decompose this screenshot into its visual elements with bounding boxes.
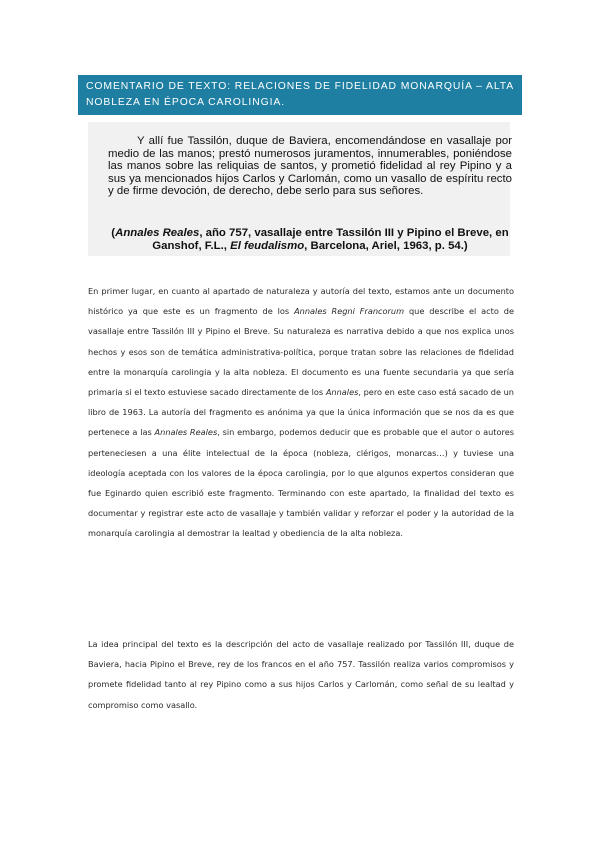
p1-italic-annales: Annales xyxy=(325,387,359,398)
cite-title-annales: Annales Reales xyxy=(115,227,200,239)
paragraph-naturaleza-autoria xyxy=(88,281,514,544)
paragraph-idea-principal: La idea principal del texto es la descripción del acto de vasallaje realizado por Tassilón III, duque de Baviera, hacia Pipino el Breve, rey de los francos en el año 757. Tassilón realiza varios compromisos y promete fidelidad tanto al rey Pipino como a sus hijos Carlos y Carlomán, como señal de su lealtad y compromiso como vasallo. xyxy=(88,639,514,710)
p1-italic-annales-reales: Annales Reales xyxy=(154,427,218,438)
cite-end: , Barcelona, Ariel, 1963, p. 54.) xyxy=(304,240,468,253)
p1-segment-1: En primer lugar, en cuanto al apartado de naturaleza y autoría del texto, estamos ante un documento histórico ya que este es un fragmento de los xyxy=(88,286,514,317)
quote-text: Y allí fue Tassilón, duque de Baviera, encomendándose en vasallaje por medio de las manos; prestó numerosos juramentos, innumerables, poniéndose las manos sobre las reliquias de santos, y prometió fidelidad al rey Pipino y a sus ya mencionados hijos Carlos y Carlomán, como un vasallo de espíritu recto y de firme devoción, de derecho, debe serlo para sus señores. xyxy=(108,135,512,198)
document-title-band xyxy=(78,75,522,115)
cite-open: ( xyxy=(111,227,116,239)
p1-segment-2: que describe el acto de vasallaje entre Tassilón III y Pipino el Breve. Su naturaleza es narrativa debido a que nos explica unos hechos y esos son de temática administrativa-política, porque tratan sobre las relaciones de fidelidad entre la monarquía carolingia y la alta nobleza. El documento es una fuente secundaria ya que sería primaria si el texto estuviese sacado directamente de los xyxy=(88,306,514,398)
p1-italic-annales-regni: Annales Regni Francorum xyxy=(294,306,405,317)
cite-middle: , año 757, vasallaje entre Tassilón III y Pipino el Breve, en Ganshof, F.L., xyxy=(152,227,509,253)
cite-title-feudalismo: El feudalismo xyxy=(230,240,305,253)
quote-citation xyxy=(108,227,512,254)
p1-segment-4: , sin embargo, podemos deducir que es probable que el autor o autores perteneciesen a una élite intelectual de la época (nobleza, clérigos, monarcas…) y tuviese una ideología aceptada con los valores de la época carolingia, por lo que algunos expertos consideran que fue Eginardo quien escribió este fragmento. Terminando con este apartado, la finalidad del texto es documentar y registrar este acto de vasallaje y también validar y reforzar el poder y la autoridad de la monarquía carolingia al demostrar la lealtad y obediencia de la alta nobleza. xyxy=(88,427,514,539)
document-title: COMENTARIO DE TEXTO: RELACIONES DE FIDELIDAD MONARQUÍA – ALTA NOBLEZA EN ÉPOCA CAROLINGIA. xyxy=(86,81,514,108)
p1-segment-3: , pero en este caso está sacado de un libro de 1963. La autoría del fragmento es anónima ya que la única información que se nos da es que pertenece a las xyxy=(88,387,515,438)
